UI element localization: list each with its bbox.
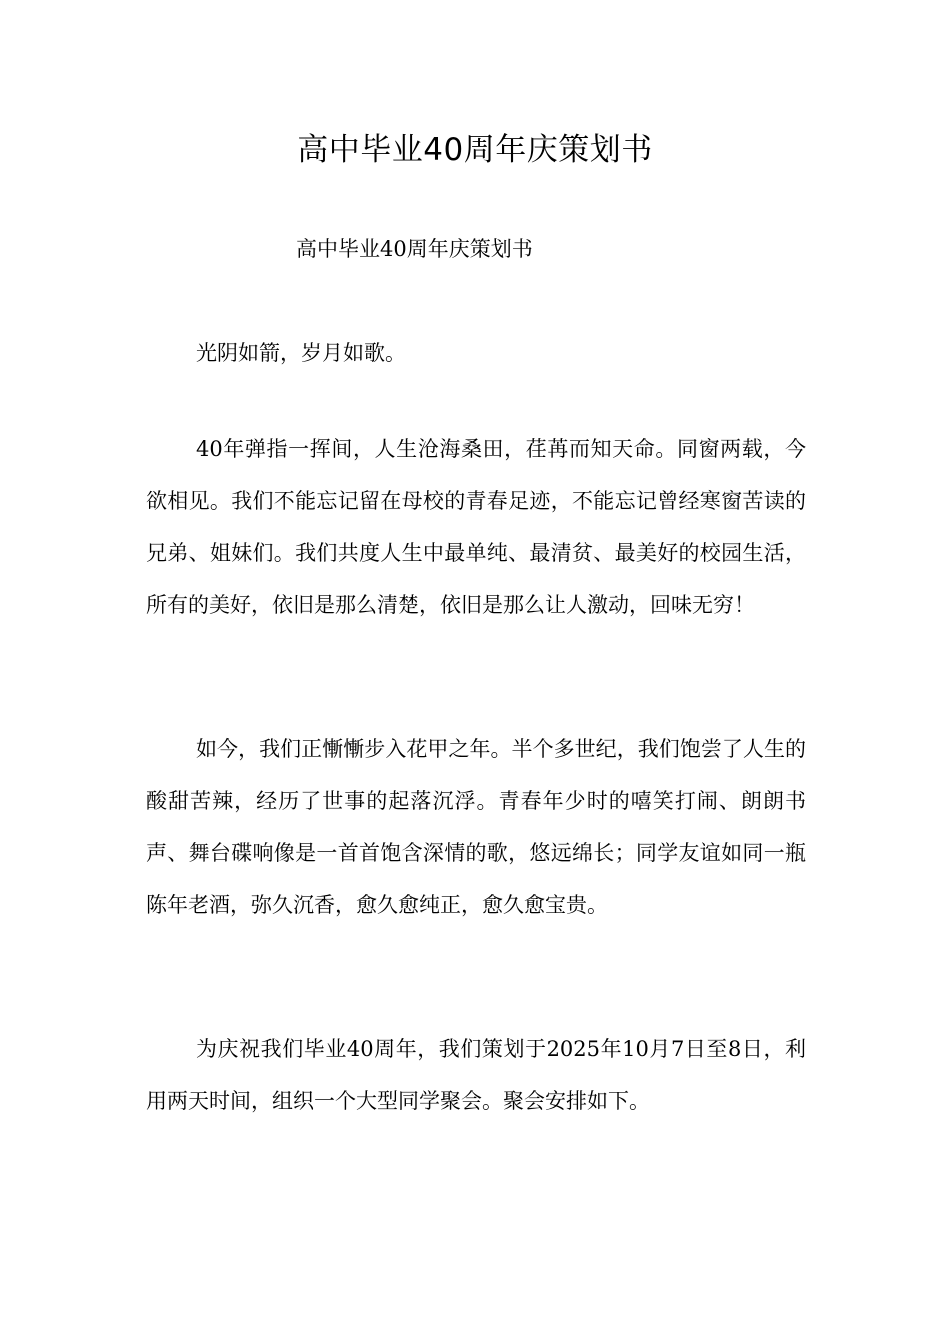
paragraph-present: 如今，我们正慚慚步入花甲之年。半个多世纪，我们饱尝了人生的酸甜苦辣，经历了世事的起落沉浮。青春年少时的嘻笑打闹、朗朗书声、舞台碟响像是一首首饱含深情的歌，悠远绵长；同学友谊如同一瓶陈年老酒，弥久沉香，愈久愈纯正，愈久愈宝贵。	[146, 737, 806, 917]
paragraph-opening: 光阴如箭，岁月如歌。	[196, 341, 406, 365]
document-title: 高中毕业40周年庆策划书	[297, 132, 653, 168]
paragraph-memories: 40年弹指一挥间，人生沧海桑田，荏苒而知天命。同窗两载，今欲相见。我们不能忘记留在母校的青春足迹，不能忘记曾经寒窗苦读的兄弟、姐妹们。我们共度人生中最单纯、最清贫、最美好的校园生活，所有的美好，依旧是那么清楚，依旧是那么让人激动，回味无穷！	[146, 437, 806, 617]
document-subtitle: 高中毕业40周年庆策划书	[296, 237, 533, 261]
paragraph-plan: 为庆祝我们毕业40周年，我们策划于2025年10月7日至8日，利用两天时间，组织一个大型同学聚会。聚会安排如下。	[146, 1037, 806, 1113]
